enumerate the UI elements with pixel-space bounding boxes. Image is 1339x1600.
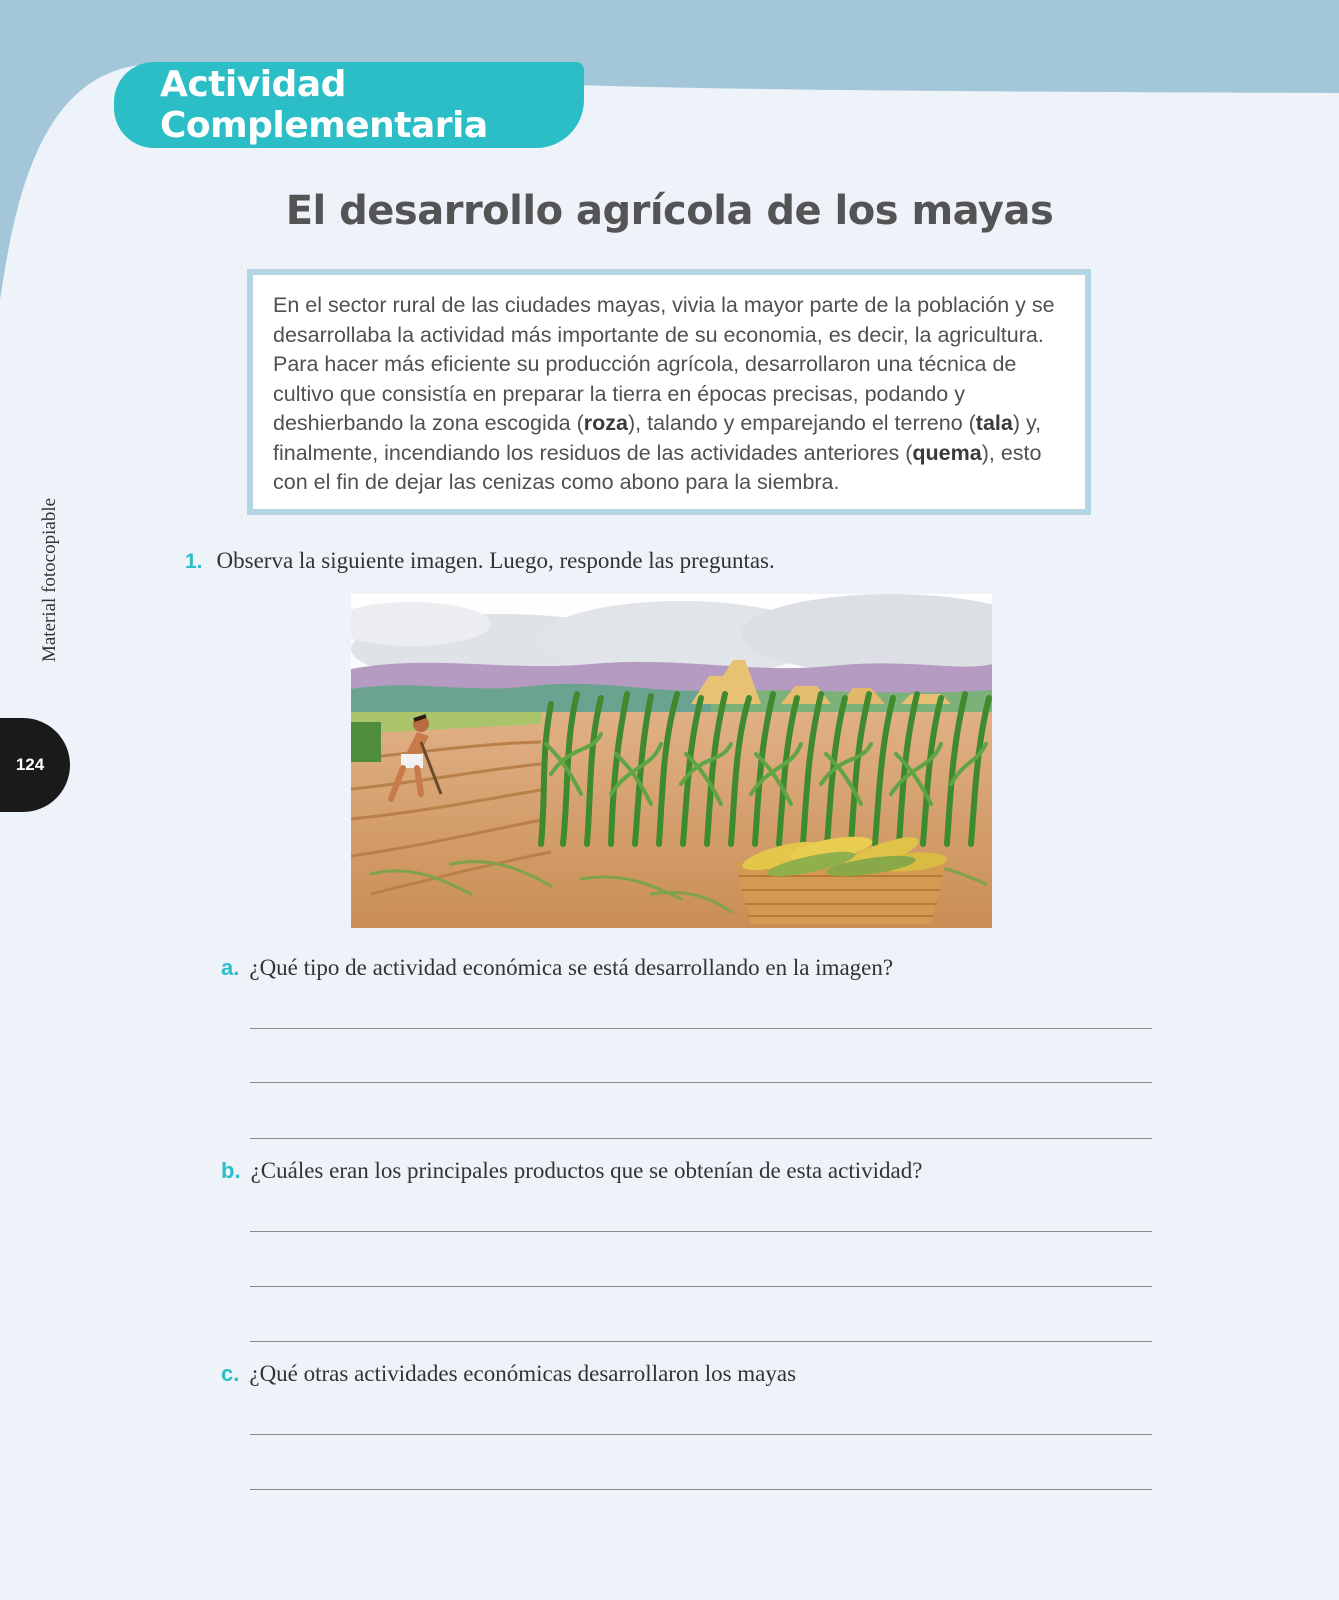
question-c	[221, 1361, 796, 1387]
exercise-instruction: Observa la siguiente imagen. Luego, responde las preguntas.	[216, 548, 775, 573]
term-roza: roza	[583, 411, 628, 435]
answer-line[interactable]	[250, 1028, 1152, 1029]
answer-line[interactable]	[250, 1434, 1152, 1435]
question-letter: a.	[221, 955, 240, 980]
page-title: El desarrollo agrícola de los mayas	[285, 188, 1054, 234]
page-number: 124	[15, 755, 45, 774]
maya-agriculture-illustration	[351, 594, 992, 928]
question-letter: c.	[221, 1361, 240, 1386]
question-letter: b.	[221, 1158, 241, 1183]
answer-line[interactable]	[250, 1138, 1152, 1139]
term-quema: quema	[912, 440, 982, 465]
question-b	[221, 1158, 922, 1184]
intro-text-part-3: ) y, finalmente, incendiando los residuos de las actividades anteriores (	[273, 411, 1042, 465]
intro-text-part-4: ), esto con el fin de dejar las cenizas como abono para la siembra.	[273, 440, 1042, 494]
activity-header-label: Actividad Complementaria	[160, 64, 488, 146]
answer-line[interactable]	[250, 1231, 1152, 1232]
activity-header-tab	[114, 62, 584, 148]
page-number-badge	[0, 718, 70, 812]
question-text: ¿Cuáles eran los principales productos que se obtenían de esta actividad?	[250, 1158, 923, 1183]
question-text: ¿Qué otras actividades económicas desarrollaron los mayas	[249, 1361, 797, 1386]
exercise-number: 1.	[185, 550, 203, 573]
intro-text-part-2: ), talando y emparejando el terreno (	[628, 411, 976, 435]
answer-line[interactable]	[250, 1286, 1152, 1287]
photocopiable-label: Material fotocopiable	[39, 497, 60, 663]
exercise-1	[185, 548, 775, 574]
answer-line[interactable]	[250, 1341, 1152, 1342]
answer-line[interactable]	[250, 1489, 1152, 1490]
question-a	[221, 955, 893, 981]
intro-text-part-1: En el sector rural de las ciudades mayas, vivia la mayor parte de la población y se desarrollaba la actividad más importante de su economia, es decir, la agricultura. Para hacer más eficiente su producción agrícola, desarrollaron una técnica de cultivo que consistía en preparar la tierra en épocas precisas, podando y deshierbando la zona escogida (	[273, 293, 1055, 435]
term-tala: tala	[975, 411, 1013, 435]
intro-paragraph	[273, 291, 1067, 498]
question-text: ¿Qué tipo de actividad económica se está desarrollando en la imagen?	[249, 955, 894, 980]
intro-text-box	[247, 269, 1091, 515]
answer-line[interactable]	[250, 1082, 1152, 1083]
